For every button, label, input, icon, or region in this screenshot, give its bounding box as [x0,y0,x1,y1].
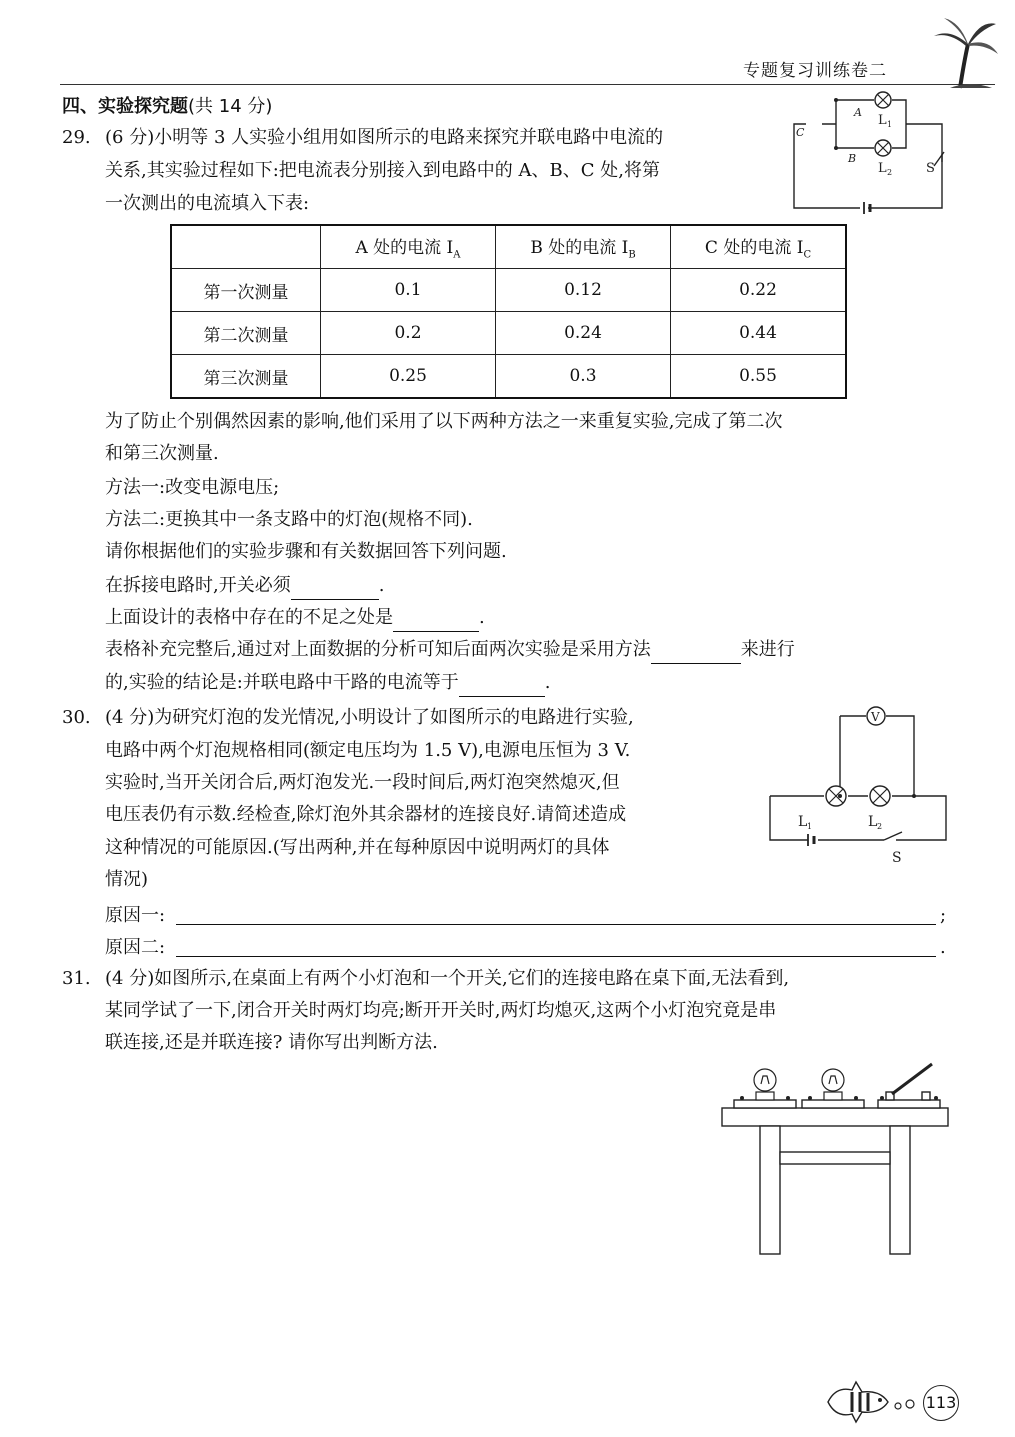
header-c-sub: C [803,249,812,261]
ask-4-text: 的,实验的结论是:并联电路中干路的电流等于 [105,672,459,693]
table-row [171,312,846,355]
reason-2-answer-line[interactable] [176,956,936,957]
table-cell: 0.3 [496,355,671,399]
ask-3-text: 表格补充完整后,通过对上面数据的分析可知后面两次实验是采用方法 [105,639,651,660]
q30-line-2: 电路中两个灯泡规格相同(额定电压均为 1.5 V),电源电压恒为 3 V. [105,740,631,761]
table-cell: 0.24 [496,312,671,355]
q29-ask-2 [105,604,485,632]
q30-line-3: 实验时,当开关闭合后,两灯泡发光.一段时间后,两灯泡突然熄灭,但 [105,772,620,793]
q29-method-2: 方法二:更换其中一条支路中的灯泡(规格不同). [105,509,473,530]
reason-2-end: . [940,937,946,958]
table-cell: 0.2 [321,312,496,355]
label-l2-sub: 2 [877,822,883,831]
ask-4-end: . [544,672,551,693]
label-c: C [796,126,805,139]
table-cell: 0.22 [671,269,847,312]
q30-line-4: 电压表仍有示数.经检查,除灯泡外其余器材的连接良好.请简述造成 [105,804,627,825]
fish-icon [822,1376,922,1428]
answer-blank-1[interactable] [291,579,379,600]
table-header-row [171,225,846,269]
answer-blank-2[interactable] [393,611,479,632]
answer-blank-4[interactable] [459,676,545,697]
q31-number: 31. [62,968,91,989]
table-cell: 0.44 [671,312,847,355]
table-cell: 0.1 [321,269,496,312]
palm-tree-icon [930,14,1000,90]
bulb-icon [822,1069,844,1100]
header-rule [60,84,995,85]
label-s: S [892,850,902,866]
q29-after-2: 和第三次测量. [105,443,219,464]
table-cell: 0.25 [321,355,496,399]
q29-ask-4 [105,669,551,697]
q31-line-3: 联连接,还是并联连接? 请你写出判断方法. [105,1032,438,1053]
q31-line-2: 某同学试了一下,闭合开关时两灯均亮;断开开关时,两灯均熄灭,这两个小灯泡究竟是串 [105,1000,777,1021]
q30-circuit-diagram [764,700,954,870]
label-l2: L [878,161,887,176]
ask-2-text: 上面设计的表格中存在的不足之处是 [105,607,393,628]
label-a: A [854,106,862,119]
q29-ask-1 [105,572,384,600]
label-s: S [926,161,935,176]
label-l2: L [868,814,878,830]
q30-number: 30. [62,707,91,728]
label-l1-sub: 1 [887,120,893,129]
label-l1-sub: 1 [807,822,813,831]
q29-data-table [170,224,847,399]
q29-line-1: (6 分)小明等 3 人实验小组用如图所示的电路来探究并联电路中电流的 [105,127,664,148]
header-b-sub: B [628,249,636,261]
ask-3-end: 来进行 [740,639,795,660]
table-cell: 0.12 [496,269,671,312]
section-title-text: 四、实验探究题 [62,96,188,117]
table-header-cell [171,225,321,269]
q29-method-1: 方法一:改变电源电压; [105,477,280,498]
table-row [171,355,846,399]
q29-line-2: 关系,其实验过程如下:把电流表分别接入到电路中的 A、B、C 处,将第 [105,160,660,181]
table-header-cell [321,225,496,269]
reason-2-label: 原因二: [105,937,166,958]
table-header-cell [671,225,847,269]
table-row [171,269,846,312]
table-cell: 第三次测量 [171,355,321,399]
q30-line-1: (4 分)为研究灯泡的发光情况,小明设计了如图所示的电路进行实验, [105,707,634,728]
header-b: B 处的电流 I [530,238,629,259]
label-l1: L [878,113,887,128]
label-b: B [848,152,857,165]
q29-after-1: 为了防止个别偶然因素的影响,他们采用了以下两种方法之一来重复实验,完成了第二次 [105,411,783,432]
label-l2-sub: 2 [887,168,893,177]
q30-line-6: 情况) [105,869,149,890]
table-cell: 0.55 [671,355,847,399]
q29-circuit-diagram [786,88,946,218]
section-title [62,92,272,118]
switch-icon [886,1064,932,1100]
table-cell: 第一次测量 [171,269,321,312]
answer-blank-3[interactable] [651,643,741,664]
reason-1-label: 原因一: [105,905,166,926]
q31-line-1: (4 分)如图所示,在桌面上有两个小灯泡和一个开关,它们的连接电路在桌下面,无法看到, [105,968,790,989]
q30-line-5: 这种情况的可能原因.(写出两种,并在每种原因中说明两灯的具体 [105,837,610,858]
label-v: V [871,710,880,724]
ask-1-text: 在拆接电路时,开关必须 [105,575,291,596]
bulb-icon [754,1069,776,1100]
q29-line-3: 一次测出的电流填入下表: [105,193,310,214]
q29-number: 29. [62,127,91,148]
label-l1: L [798,814,808,830]
header-a-sub: A [453,249,461,261]
reason-1-end: ; [940,905,947,926]
q31-table-illustration [720,1060,952,1256]
q29-instruction: 请你根据他们的实验步骤和有关数据回答下列问题. [105,541,507,562]
table-cell: 第二次测量 [171,312,321,355]
header-a: A 处的电流 I [355,238,454,259]
section-points: (共 14 分) [188,96,273,117]
ask-1-end: . [378,575,385,596]
reason-1-answer-line[interactable] [176,924,936,925]
q29-ask-3 [105,636,795,664]
header-c: C 处的电流 I [704,238,804,259]
ask-2-end: . [479,607,485,628]
header-title: 专题复习训练卷二 [743,61,887,81]
table-header-cell [496,225,671,269]
page-number: 113 [923,1385,959,1421]
